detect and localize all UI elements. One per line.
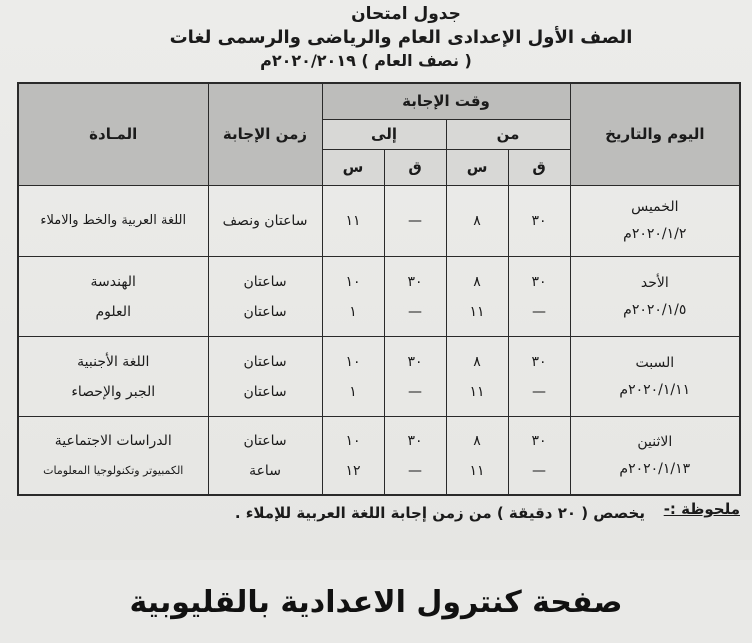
to-hours: ١ bbox=[349, 383, 357, 400]
from-hours-cell bbox=[446, 256, 508, 336]
sheet-term: ( نصف العام ) ٢٠٢٠/٢٠١٩م bbox=[260, 51, 472, 70]
duration: ساعتان ونصف bbox=[208, 185, 322, 256]
from-hours-cell bbox=[446, 417, 508, 495]
from-hours: ٨ bbox=[473, 432, 481, 449]
day-name: الاثنين bbox=[637, 433, 673, 450]
day-name: الأحد bbox=[640, 274, 669, 291]
to-minutes: — bbox=[408, 462, 423, 479]
to-hours: ١٠ bbox=[345, 273, 361, 290]
day-date-cell bbox=[570, 417, 740, 495]
from-minutes-cell bbox=[508, 256, 570, 336]
header-answer-time: وقت الإجابة bbox=[322, 83, 570, 119]
table-row bbox=[18, 337, 740, 417]
subject: اللغة العربية والخط والاملاء bbox=[18, 185, 208, 256]
header-to: إلى bbox=[322, 119, 446, 149]
header-from: من bbox=[446, 119, 570, 149]
duration: ساعتان bbox=[243, 432, 287, 449]
sheet-subtitle: الصف الأول الإعدادى العام والرياضى والرسمى لغات bbox=[169, 27, 633, 48]
to-hours: ١٠ bbox=[345, 353, 361, 370]
to-minutes: ٣٠ bbox=[407, 273, 423, 290]
day-date-cell bbox=[570, 337, 740, 417]
to-minutes-cell bbox=[384, 256, 446, 336]
to-minutes: ٣٠ bbox=[407, 432, 423, 449]
day-date-cell bbox=[570, 185, 740, 256]
subject: العلوم bbox=[95, 303, 131, 320]
subject-cell bbox=[18, 417, 208, 495]
note-label: ملحوظة :- bbox=[663, 500, 740, 518]
table-row bbox=[18, 417, 740, 495]
from-hours-cell bbox=[446, 337, 508, 417]
subject: الدراسات الاجتماعية bbox=[54, 432, 172, 449]
subject: الكمبيوتر وتكنولوجيا المعلومات bbox=[43, 463, 184, 477]
from-minutes: — bbox=[532, 383, 547, 400]
from-minutes-cell bbox=[508, 337, 570, 417]
subject: الهندسة bbox=[90, 273, 136, 290]
header-day-date: اليوم والتاريخ bbox=[570, 83, 740, 185]
to-hours-cell bbox=[322, 417, 384, 495]
duration: ساعتان bbox=[243, 383, 287, 400]
to-minutes: — bbox=[408, 383, 423, 400]
from-hours: ١١ bbox=[469, 303, 485, 320]
duration: ساعتان bbox=[243, 353, 287, 370]
day-date-cell bbox=[570, 256, 740, 336]
header-from-minutes: ق bbox=[508, 149, 570, 185]
to-hours: ١ bbox=[349, 303, 357, 320]
from-hours: ٨ bbox=[473, 353, 481, 370]
from-hours: ٨ bbox=[473, 273, 481, 290]
from-minutes: — bbox=[532, 462, 547, 479]
subject-cell bbox=[18, 337, 208, 417]
duration: ساعة bbox=[249, 462, 281, 479]
exam-date: ٢٠٢٠/١/١١م bbox=[619, 381, 691, 398]
to-minutes: ٣٠ bbox=[407, 353, 423, 370]
footer-caption: صفحة كنترول الاعدادية بالقليوبية bbox=[129, 585, 623, 620]
to-minutes: — bbox=[384, 185, 446, 256]
table-row bbox=[18, 256, 740, 336]
day-name: الخميس bbox=[631, 198, 679, 215]
subject-cell bbox=[18, 256, 208, 336]
to-hours-cell bbox=[322, 256, 384, 336]
to-minutes-cell bbox=[384, 417, 446, 495]
day-name: السبت bbox=[635, 354, 675, 371]
duration-cell bbox=[208, 256, 322, 336]
exam-date: ٢٠٢٠/١/٥م bbox=[623, 301, 687, 318]
from-hours: ٨ bbox=[446, 185, 508, 256]
from-hours: ١١ bbox=[469, 383, 485, 400]
from-minutes-cell bbox=[508, 417, 570, 495]
header-from-hours: س bbox=[446, 149, 508, 185]
sheet-title: جدول امتحان bbox=[351, 4, 461, 24]
subject: الجبر والإحصاء bbox=[71, 383, 156, 400]
from-minutes: ٣٠ bbox=[508, 185, 570, 256]
subject: اللغة الأجنبية bbox=[77, 353, 150, 370]
to-hours: ١٢ bbox=[345, 462, 361, 479]
header-duration: زمن الإجابة bbox=[208, 83, 322, 185]
to-minutes-cell bbox=[384, 337, 446, 417]
to-minutes: — bbox=[408, 303, 423, 320]
table-row bbox=[18, 185, 740, 256]
to-hours: ١١ bbox=[322, 185, 384, 256]
duration-cell bbox=[208, 337, 322, 417]
header-subject: المـادة bbox=[18, 83, 208, 185]
header-to-hours: س bbox=[322, 149, 384, 185]
from-minutes: ٣٠ bbox=[531, 273, 547, 290]
from-minutes: — bbox=[532, 303, 547, 320]
to-hours: ١٠ bbox=[345, 432, 361, 449]
duration: ساعتان bbox=[243, 273, 287, 290]
note-text: يخصص ( ٢٠ دقيقة ) من زمن إجابة اللغة العربية للإملاء . bbox=[234, 504, 645, 522]
duration-cell bbox=[208, 417, 322, 495]
duration: ساعتان bbox=[243, 303, 287, 320]
exam-date: ٢٠٢٠/١/١٣م bbox=[619, 460, 691, 477]
exam-date: ٢٠٢٠/١/٢م bbox=[623, 225, 687, 242]
header-to-minutes: ق bbox=[384, 149, 446, 185]
from-hours: ١١ bbox=[469, 462, 485, 479]
exam-schedule-table bbox=[17, 82, 741, 496]
from-minutes: ٣٠ bbox=[531, 432, 547, 449]
from-minutes: ٣٠ bbox=[531, 353, 547, 370]
to-hours-cell bbox=[322, 337, 384, 417]
